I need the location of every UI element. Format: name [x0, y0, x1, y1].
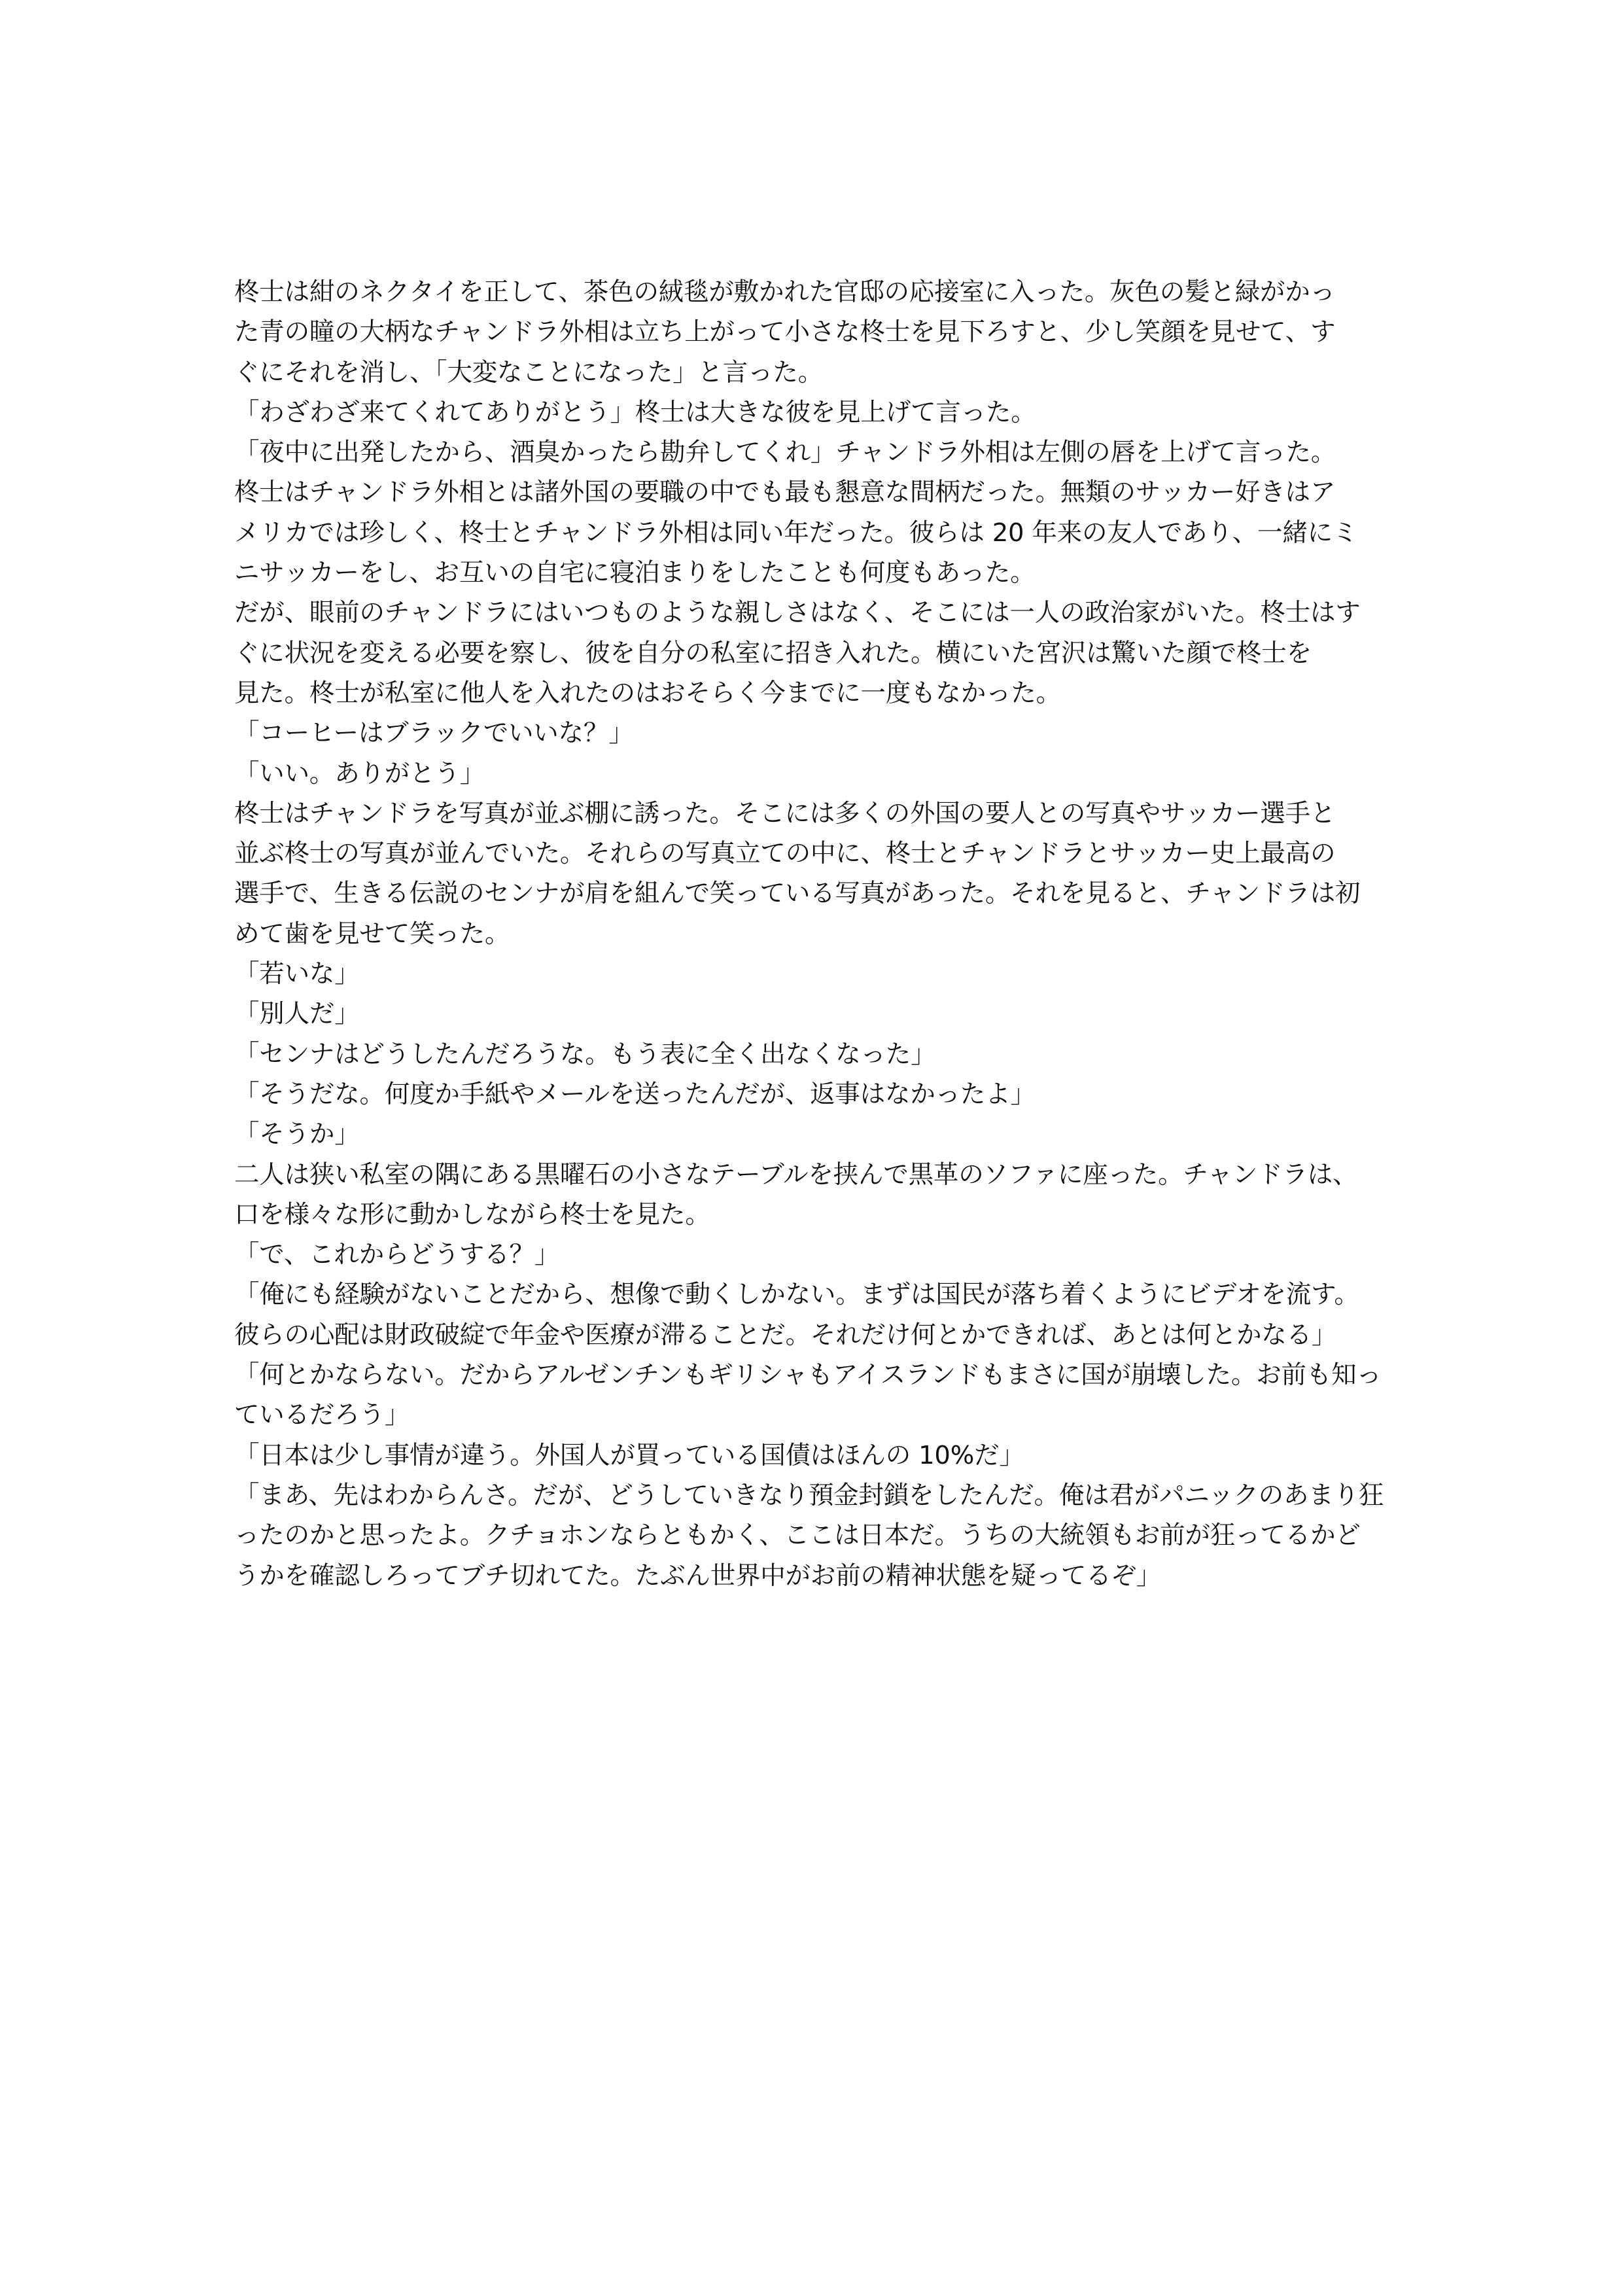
text-line: 「日本は少し事情が違う。外国人が買っている国債はほんの 10%だ」	[234, 1440, 1024, 1470]
text-line: 「夜中に出発したから、酒臭かったら勘弁してくれ」チャンドラ外相は左側の唇を上げて言った。	[234, 438, 1336, 468]
paragraph	[234, 1034, 1405, 1074]
paragraph	[234, 1475, 1405, 1596]
text-line: ったのかと思ったよ。クチョホンならともかく、ここは日本だ。うちの大統領もお前が狂ってるかど	[234, 1521, 1361, 1551]
text-line: ぐにそれを消し、「大変なことになった」と言った。	[234, 357, 823, 387]
paragraph	[234, 433, 1405, 472]
text-line: 「若いな」	[234, 959, 360, 989]
text-line: うかを確認しろってブチ切れてた。たぶん世界中がお前の精神状態を疑ってるぞ」	[234, 1561, 1162, 1591]
text-line: 「いい。ありがとう」	[234, 758, 485, 788]
paragraph	[234, 994, 1405, 1034]
text-line: 柊士は紺のネクタイを正して、茶色の絨毯が敷かれた官邸の応接室に入った。灰色の髪と緑がかっ	[234, 277, 1335, 307]
text-line: 「別人だ」	[234, 999, 360, 1029]
paragraph	[234, 1436, 1405, 1475]
text-line: 柊士はチャンドラを写真が並ぶ棚に誘った。そこには多くの外国の要人との写真やサッカー選手と	[234, 798, 1336, 828]
paragraph	[234, 754, 1405, 794]
text-line: 見た。柊士が私室に他人を入れたのはおそらく今までに一度もなかった。	[234, 678, 1061, 708]
paragraph	[234, 794, 1405, 954]
paragraph	[234, 1235, 1405, 1275]
paragraph	[234, 954, 1405, 994]
text-line: 「わざわざ来てくれてありがとう」柊士は大きな彼を見上げて言った。	[234, 397, 1036, 427]
paragraph	[234, 1355, 1405, 1436]
paragraph	[234, 1074, 1405, 1114]
text-line: ぐに状況を変える必要を察し、彼を自分の私室に招き入れた。横にいた宮沢は驚いた顔で柊士を	[234, 638, 1312, 668]
text-line: 口を様々な形に動かしながら柊士を見た。	[234, 1199, 710, 1229]
text-line: ニサッカーをし、お互いの自宅に寝泊まりをしたことも何度もあった。	[234, 558, 1036, 588]
text-line: 「そうか」	[234, 1120, 360, 1150]
paragraph	[234, 1275, 1405, 1355]
paragraph	[234, 593, 1405, 713]
text-line: めて歯を見せて笑った。	[234, 919, 510, 949]
text-line: 「コーヒーはブラックでいいな？」	[234, 718, 634, 749]
paragraph	[234, 713, 1405, 753]
text-line: 「何とかならない。だからアルゼンチンもギリシャもアイスランドもまさに国が崩壊した。お前も知っ	[234, 1360, 1382, 1390]
paragraph	[234, 393, 1405, 433]
paragraph	[234, 1114, 1405, 1154]
text-line: 選手で、生きる伝説のセンナが肩を組んで笑っている写真があった。それを見ると、チャンドラは初	[234, 879, 1361, 909]
text-line: 「センナはどうしたんだろうな。もう表に全く出なくなった」	[234, 1039, 936, 1069]
text-line: 「で、これからどうする？」	[234, 1240, 560, 1270]
text-line: 「俺にも経験がないことだから、想像で動くしかない。まずは国民が落ち着くようにビデオを流す。	[234, 1280, 1359, 1310]
paragraph	[234, 272, 1405, 393]
text-line: 「まあ、先はわからんさ。だが、どうしていきなり預金封鎖をしたんだ。俺は君がパニックのあまり狂	[234, 1480, 1384, 1510]
paragraph	[234, 1155, 1405, 1235]
text-line: ているだろう」	[234, 1400, 410, 1430]
text-line: だが、眼前のチャンドラにはいつものような親しさはなく、そこには一人の政治家がいた。柊士はす	[234, 598, 1361, 628]
text-line: メリカでは珍しく、柊士とチャンドラ外相は同い年だった。彼らは 20 年来の友人であり、一緒にミ	[234, 518, 1358, 548]
body-text	[234, 272, 1405, 1596]
text-line: 柊士はチャンドラ外相とは諸外国の要職の中でも最も懇意な間柄だった。無類のサッカー好きはア	[234, 478, 1336, 508]
text-line: た青の瞳の大柄なチャンドラ外相は立ち上がって小さな柊士を見下ろすと、少し笑顔を見せて、す	[234, 317, 1336, 347]
text-line: 二人は狭い私室の隅にある黒曜石の小さなテーブルを挟んで黒革のソファに座った。チャンドラは、	[234, 1159, 1358, 1190]
paragraph	[234, 472, 1405, 593]
text-line: 「そうだな。何度か手紙やメールを送ったんだが、返事はなかったよ」	[234, 1079, 1036, 1109]
text-line: 並ぶ柊士の写真が並んでいた。それらの写真立ての中に、柊士とチャンドラとサッカー史上最高の	[234, 839, 1336, 869]
text-line: 彼らの心配は財政破綻で年金や医療が滞ることだ。それだけ何とかできれば、あとは何とかなる」	[234, 1320, 1337, 1350]
